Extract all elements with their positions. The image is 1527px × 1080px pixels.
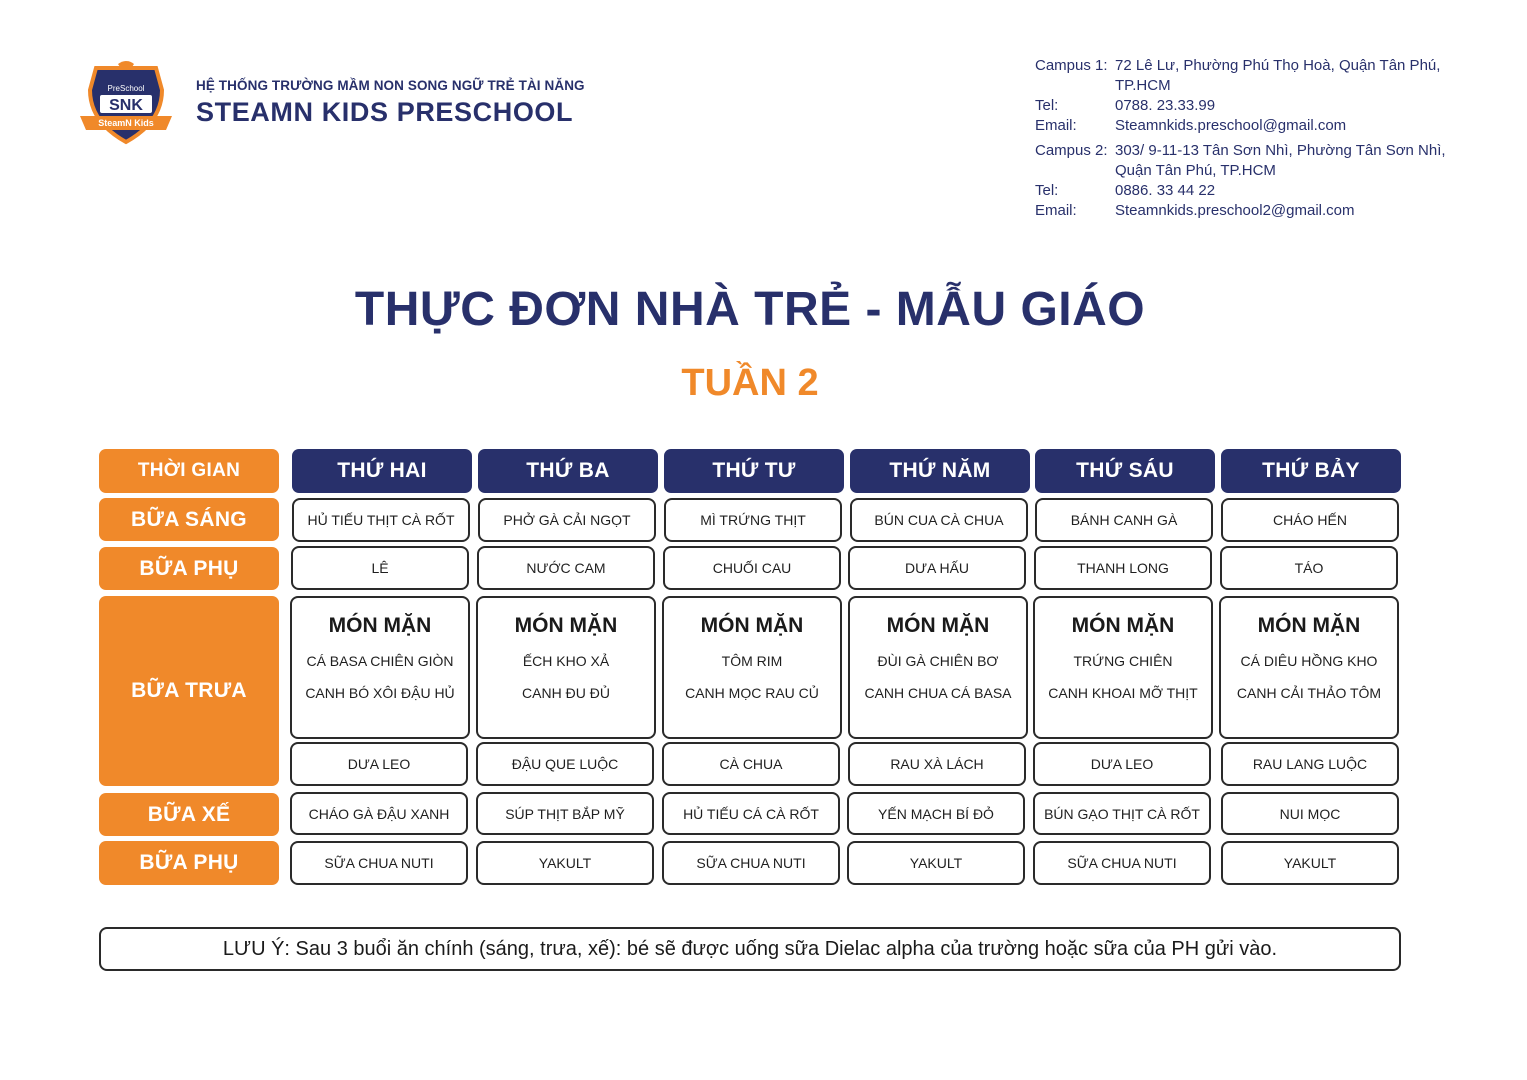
day-header: THỨ NĂM	[850, 449, 1030, 493]
breakfast-cell: MÌ TRỨNG THỊT	[664, 498, 842, 542]
campus1-address-line2: TP.HCM	[1115, 77, 1171, 94]
lunch-veg-cell: RAU LANG LUỘC	[1221, 742, 1399, 786]
lunch-cell	[848, 596, 1028, 739]
afternoon-cell: NUI MỌC	[1221, 792, 1399, 835]
campus1-address-line1: 72 Lê Lư, Phường Phú Thọ Hoà, Quận Tân Phú,	[1115, 57, 1441, 74]
breakfast-cell: CHÁO HẾN	[1221, 498, 1399, 542]
school-logo	[78, 60, 174, 146]
campus2-tel: 0886. 33 44 22	[1115, 182, 1216, 199]
lunch-main-dish: CÁ BASA CHIÊN GIÒN	[306, 653, 454, 669]
lunch-main-dish: ĐÙI GÀ CHIÊN BƠ	[877, 653, 999, 669]
lunch-soup: CANH CHUA CÁ BASA	[864, 685, 1012, 701]
lunch-heading: MÓN MẶN	[700, 614, 804, 637]
campus2-label: Campus 2:	[1035, 142, 1108, 159]
brand-block	[196, 78, 585, 128]
lunch-cell	[290, 596, 470, 739]
snack2-cell: YAKULT	[847, 841, 1025, 885]
snack2-cell: SỮA CHUA NUTI	[662, 841, 840, 885]
day-header: THỨ HAI	[292, 449, 472, 493]
lunch-soup: CANH ĐU ĐỦ	[522, 685, 610, 701]
logo-top-text: PreSchool	[107, 84, 145, 93]
school-name: STEAMN KIDS PRESCHOOL	[196, 97, 574, 127]
snack2-cell: YAKULT	[1221, 841, 1399, 885]
lunch-veg-cell: DƯA LEO	[1033, 742, 1211, 786]
lunch-main-dish: TRỨNG CHIÊN	[1073, 653, 1173, 669]
campus2-email: Steamnkids.preschool2@gmail.com	[1115, 202, 1355, 219]
campus1-tel: 0788. 23.33.99	[1115, 97, 1216, 114]
afternoon-cell: BÚN GẠO THỊT CÀ RỐT	[1033, 792, 1211, 835]
campus1-email-label: Email:	[1035, 117, 1077, 134]
breakfast-cell: BÚN CUA CÀ CHUA	[850, 498, 1028, 542]
lunch-soup: CANH CẢI THẢO TÔM	[1236, 685, 1382, 701]
snack1-cell: THANH LONG	[1034, 546, 1212, 590]
snack2-cell: SỮA CHUA NUTI	[1033, 841, 1211, 885]
meal-label-afternoon: BỮA XẾ	[99, 793, 279, 836]
lunch-heading: MÓN MẶN	[1257, 614, 1361, 637]
snack1-cell: NƯỚC CAM	[477, 546, 655, 590]
campus2-address-line1: 303/ 9-11-13 Tân Sơn Nhì, Phường Tân Sơn Nhì,	[1115, 142, 1446, 159]
lunch-heading: MÓN MẶN	[328, 614, 432, 637]
afternoon-cell: CHÁO GÀ ĐẬU XANH	[290, 792, 468, 835]
snack1-cell: DƯA HẤU	[848, 546, 1026, 590]
snack1-cell: LÊ	[291, 546, 469, 590]
day-header: THỨ BẢY	[1221, 449, 1401, 493]
campus2-tel-label: Tel:	[1035, 182, 1059, 199]
afternoon-cell: SÚP THỊT BẮP MỸ	[476, 792, 654, 835]
campus1-tel-label: Tel:	[1035, 97, 1059, 114]
contact-info	[1035, 56, 1475, 221]
lunch-heading: MÓN MẶN	[514, 614, 618, 637]
snack2-cell: SỮA CHUA NUTI	[290, 841, 468, 885]
lunch-main-dish: ẾCH KHO XẢ	[522, 653, 610, 669]
lunch-veg-cell: ĐẬU QUE LUỘC	[476, 742, 654, 786]
afternoon-cell: YẾN MẠCH BÍ ĐỎ	[847, 792, 1025, 835]
lunch-main-dish: TÔM RIM	[721, 653, 783, 669]
lunch-veg-cell: DƯA LEO	[290, 742, 468, 786]
breakfast-cell: HỦ TIẾU THỊT CÀ RỐT	[292, 498, 470, 542]
page-title: THỰC ĐƠN NHÀ TRẺ - MẪU GIÁO	[354, 283, 1146, 336]
lunch-cell	[662, 596, 842, 739]
lunch-veg-cell: RAU XÀ LÁCH	[848, 742, 1026, 786]
day-header: THỨ SÁU	[1035, 449, 1215, 493]
logo-ribbon-text: SteamN Kids	[98, 118, 154, 128]
snack1-cell: CHUỐI CAU	[663, 546, 841, 590]
meal-label-snack2: BỮA PHỤ	[99, 841, 279, 885]
logo-main-text: SNK	[109, 97, 143, 114]
breakfast-cell: BÁNH CANH GÀ	[1035, 498, 1213, 542]
lunch-soup: CANH KHOAI MỠ THỊT	[1048, 685, 1198, 701]
snack1-cell: TÁO	[1220, 546, 1398, 590]
day-header: THỨ TƯ	[664, 449, 844, 493]
lunch-heading: MÓN MẶN	[886, 614, 990, 637]
week-label: TUẦN 2	[681, 362, 819, 404]
lunch-heading: MÓN MẶN	[1071, 614, 1175, 637]
menu-note: LƯU Ý: Sau 3 buổi ăn chính (sáng, trưa, xế): bé sẽ được uống sữa Dielac alpha của trường hoặc sữa của PH gửi vào.	[99, 927, 1401, 971]
lunch-soup: CANH BÓ XÔI ĐẬU HỦ	[305, 685, 455, 701]
meal-label-lunch: BỮA TRƯA	[99, 596, 279, 786]
lunch-soup: CANH MỌC RAU CỦ	[685, 685, 819, 701]
campus1-email: Steamnkids.preschool@gmail.com	[1115, 117, 1347, 134]
afternoon-cell: HỦ TIẾU CÁ CÀ RỐT	[662, 792, 840, 835]
lunch-cell	[1219, 596, 1399, 739]
campus2-email-label: Email:	[1035, 202, 1077, 219]
snack2-cell: YAKULT	[476, 841, 654, 885]
lunch-veg-cell: CÀ CHUA	[662, 742, 840, 786]
day-header: THỨ BA	[478, 449, 658, 493]
meal-label-breakfast: BỮA SÁNG	[99, 498, 279, 541]
lunch-main-dish: CÁ DIÊU HỒNG KHO	[1240, 653, 1378, 669]
meal-label-snack1: BỮA PHỤ	[99, 547, 279, 590]
lunch-cell	[476, 596, 656, 739]
breakfast-cell: PHỞ GÀ CẢI NGỌT	[478, 498, 656, 542]
brand-subtitle: HỆ THỐNG TRƯỜNG MẦM NON SONG NGỮ TRẺ TÀI NĂNG	[196, 78, 585, 93]
campus1-label: Campus 1:	[1035, 57, 1108, 74]
time-label: THỜI GIAN	[99, 449, 279, 493]
campus2-address-line2: Quận Tân Phú, TP.HCM	[1115, 162, 1276, 179]
lunch-cell	[1033, 596, 1213, 739]
